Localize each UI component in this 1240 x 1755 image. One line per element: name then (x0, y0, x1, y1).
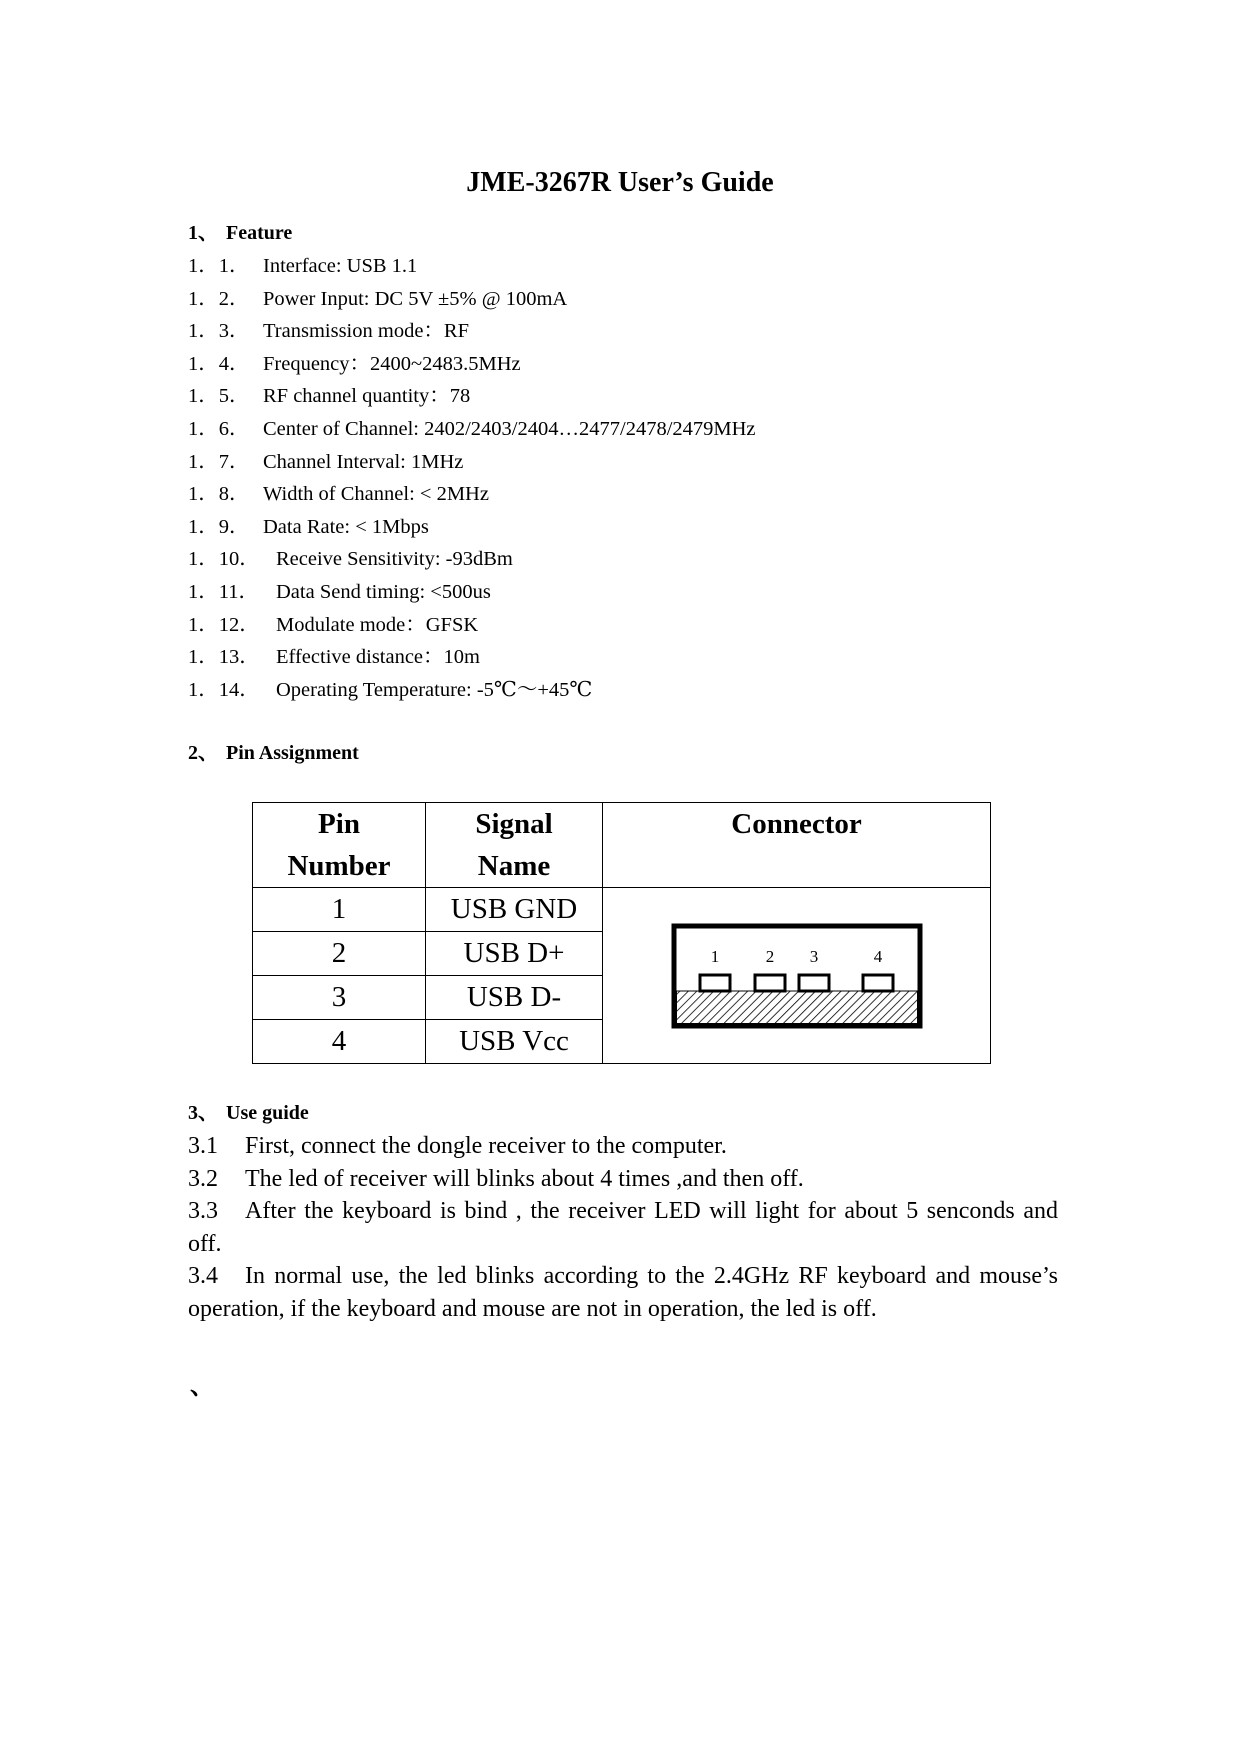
guide-step (188, 1260, 1058, 1325)
guide-step-number: 3.2 (188, 1165, 218, 1192)
signal-cell: USB Vcc (426, 1020, 603, 1064)
section-heading-pin-assignment (188, 741, 359, 765)
feature-text: Channel Interval: 1MHz (263, 450, 464, 473)
feature-number: 1．4． (188, 352, 250, 375)
feature-item (188, 676, 756, 709)
feature-text: Operating Temperature: -5℃～+45℃ (276, 678, 593, 701)
page-title: JME-3267R User’s Guide (466, 167, 774, 198)
connector-pin-contact (799, 975, 829, 991)
use-guide-list (188, 1130, 1058, 1325)
feature-text: Power Input: DC 5V ±5% @ 100mA (263, 287, 568, 310)
connector-pin-contact (700, 975, 730, 991)
guide-step-text: In normal use, the led blinks according to the 2.4GHz RF keyboard and mouse’s operation, if the keyboard and mouse are not in operation, the led is off. (188, 1263, 1058, 1322)
guide-step-text: After the keyboard is bind , the receiver LED will light for about 5 senconds and off. (188, 1198, 1058, 1257)
section-title: Use guide (226, 1102, 309, 1124)
signal-cell: USB D+ (426, 932, 603, 976)
feature-item (188, 382, 756, 415)
section-title: Feature (226, 222, 293, 244)
pin-cell: 1 (253, 888, 426, 932)
header-text: Number (287, 850, 391, 882)
header-connector (603, 803, 991, 888)
feature-number: 1．2． (188, 287, 250, 310)
header-pin-number (253, 803, 426, 888)
feature-item (188, 285, 756, 318)
connector-pin-label: 4 (873, 946, 882, 966)
guide-step (188, 1130, 1058, 1163)
feature-item (188, 578, 756, 611)
feature-item (188, 317, 756, 350)
feature-number: 1．6． (188, 417, 250, 440)
feature-text: Center of Channel: 2402/2403/2404…2477/2478/2479MHz (263, 417, 756, 440)
feature-text: Interface: USB 1.1 (263, 255, 418, 277)
feature-text: Modulate mode：GFSK (276, 613, 479, 636)
pin-cell: 2 (253, 932, 426, 976)
stray-punctuation-mark: 、 (190, 1374, 214, 1400)
feature-number: 1．13． (188, 646, 260, 669)
section-title: Pin Assignment (226, 742, 359, 764)
pin-assignment-table (252, 802, 991, 1064)
feature-number: 1．3． (188, 320, 250, 343)
feature-text: Data Rate: < 1Mbps (263, 515, 429, 538)
feature-item (188, 513, 756, 546)
guide-step-number: 3.3 (188, 1198, 218, 1224)
section-heading-use-guide (188, 1101, 309, 1125)
feature-text: RF channel quantity：78 (263, 385, 471, 408)
header-text: Connector (731, 808, 862, 840)
feature-number: 1．5． (188, 385, 250, 408)
connector-pin-label: 3 (809, 946, 818, 966)
guide-step-number: 3.1 (188, 1133, 218, 1159)
feature-item (188, 415, 756, 448)
table-row (253, 888, 991, 932)
guide-step-text: The led of receiver will blinks about 4 times ,and then off. (245, 1165, 804, 1192)
feature-text: Effective distance：10m (276, 646, 480, 669)
feature-text: Receive Sensitivity: -93dBm (276, 548, 513, 571)
feature-item (188, 643, 756, 676)
feature-number: 1．14． (188, 678, 260, 701)
connector-cell (603, 888, 991, 1064)
signal-cell: USB GND (426, 888, 603, 932)
header-signal-name (426, 803, 603, 888)
section-number: 3、 (188, 1102, 218, 1124)
feature-number: 1．8． (188, 483, 250, 506)
feature-text: Width of Channel: < 2MHz (263, 483, 489, 506)
guide-step (188, 1163, 1058, 1196)
feature-text: Data Send timing: <500us (276, 580, 491, 603)
feature-list (188, 252, 756, 708)
connector-pin-label: 1 (710, 946, 719, 966)
feature-item (188, 350, 756, 383)
feature-text: Frequency：2400~2483.5MHz (263, 352, 521, 375)
feature-item (188, 545, 756, 578)
header-text: Pin (318, 808, 360, 840)
feature-item (188, 611, 756, 644)
pin-cell: 4 (253, 1020, 426, 1064)
feature-item (188, 480, 756, 513)
section-heading-feature (188, 221, 292, 245)
guide-step-number: 3.4 (188, 1263, 218, 1289)
pin-cell: 3 (253, 976, 426, 1020)
connector-pin-contact (863, 975, 893, 991)
connector-pin-label: 2 (765, 946, 774, 966)
feature-item (188, 252, 756, 285)
guide-step-text: First, connect the dongle receiver to the computer. (245, 1133, 727, 1159)
header-text: Signal (475, 808, 553, 840)
feature-number: 1．10． (188, 548, 260, 571)
signal-cell: USB D- (426, 976, 603, 1020)
feature-number: 1．7． (188, 450, 250, 473)
feature-item (188, 448, 756, 481)
feature-number: 1．12． (188, 613, 260, 636)
feature-number: 1．9． (188, 515, 250, 538)
table-header-row (253, 803, 991, 888)
header-text: Name (477, 850, 551, 882)
section-number: 2、 (188, 742, 218, 764)
guide-step (188, 1195, 1058, 1260)
connector-base (676, 991, 917, 1024)
feature-text: Transmission mode：RF (263, 320, 469, 343)
section-number: 1、 (188, 222, 218, 244)
connector-pin-contact (755, 975, 785, 991)
usb-connector-diagram (671, 923, 923, 1029)
feature-number: 1．1． (188, 255, 250, 277)
feature-number: 1．11． (188, 580, 259, 603)
